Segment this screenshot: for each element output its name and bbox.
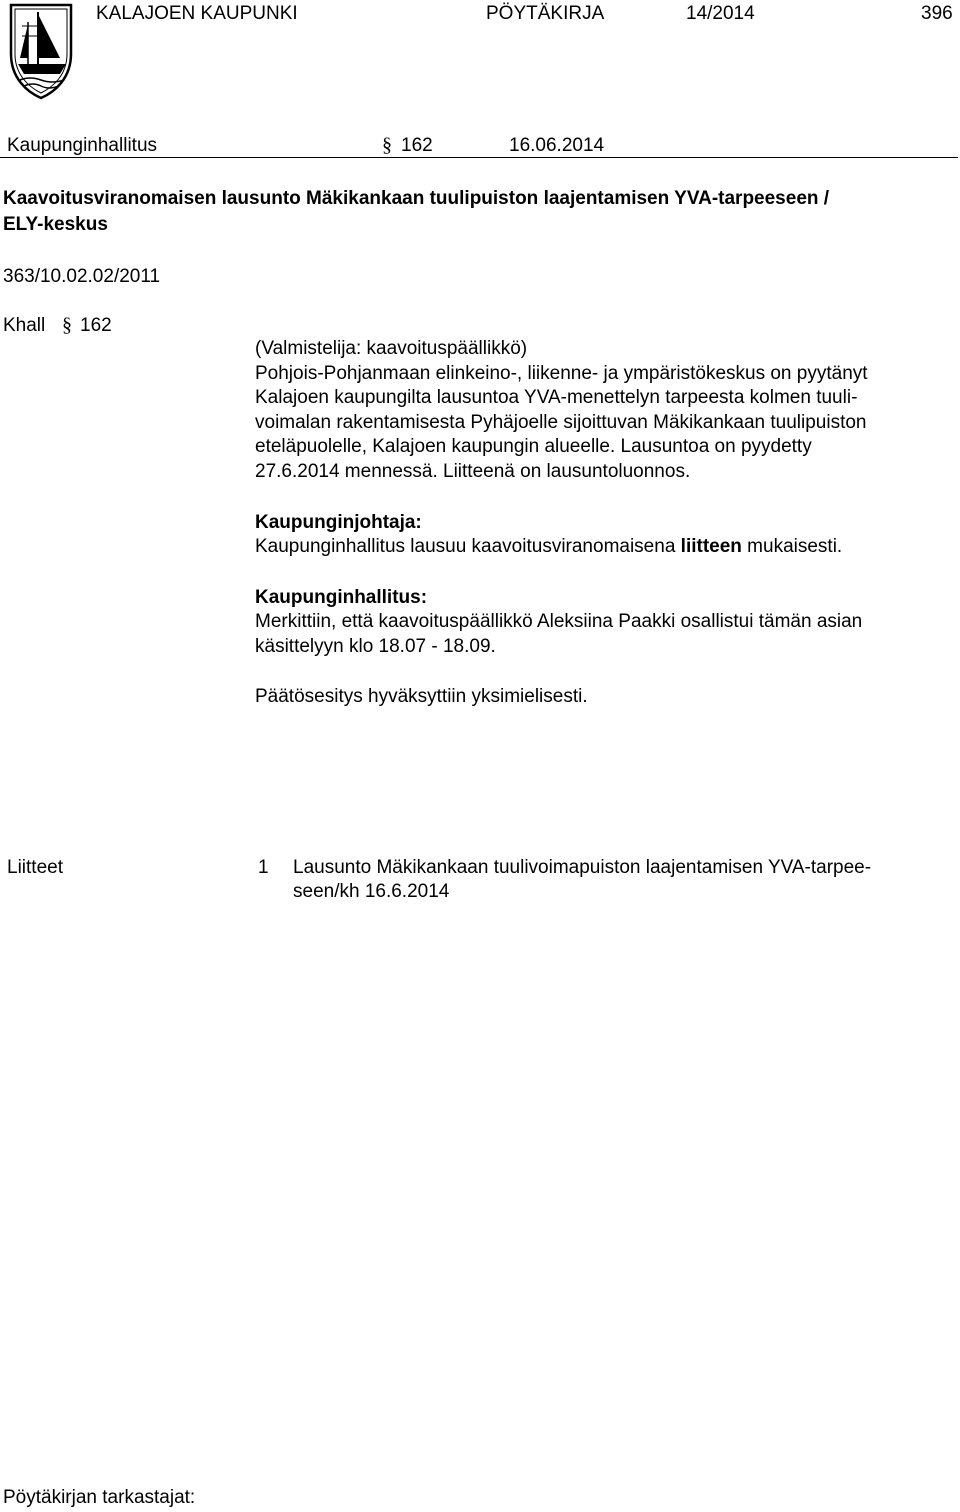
- preparation-line: eteläpuolelle, Kalajoen kaupungin alueelle. Lausuntoa on pyydetty: [255, 436, 812, 457]
- proposal-text-after: mukaisesti.: [741, 536, 843, 557]
- khall-label: Khall: [3, 315, 46, 336]
- section-sign-icon: §: [382, 134, 392, 156]
- khall-number: 162: [80, 315, 112, 336]
- proposal-text-before: Kaupunginhallitus lausuu kaavoitusviranomaisena: [255, 536, 681, 557]
- coat-of-arms-ship-icon: [8, 2, 74, 100]
- preparation-paragraph: [255, 337, 955, 484]
- decision-heading: Kaupunginhallitus:: [255, 587, 428, 608]
- preparation-line: Pohjois-Pohjanmaan elinkeino-, liikenne- ja ympäristökeskus on pyytänyt: [255, 362, 868, 384]
- attachment-number: 1: [258, 857, 269, 878]
- proposal-text: [255, 535, 842, 559]
- decision-line1: Merkittiin, että kaavoituspäällikkö Aleksiina Paakki osallistui tämän asian: [255, 611, 863, 632]
- page-number: 396: [921, 3, 953, 24]
- attachment-line1: Lausunto Mäkikankaan tuulivoimapuiston laajentamisen YVA-tarpee-: [293, 857, 872, 878]
- preparation-line: voimalan rakentamisesta Pyhäjoelle sijoittuvan Mäkikankaan tuulipuiston: [255, 411, 867, 433]
- preparation-line: Kalajoen kaupungilta lausuntoa YVA-menettelyn tarpeesta kolmen tuuli-: [255, 387, 858, 408]
- preparation-line: 27.6.2014 mennessä. Liitteenä on lausuntoluonnos.: [255, 460, 691, 482]
- proposal-heading: Kaupunginjohtaja:: [255, 512, 422, 533]
- diary-number: 363/10.02.02/2011: [3, 266, 161, 287]
- section-number: 162: [401, 135, 433, 156]
- header-divider: [0, 157, 958, 158]
- proposal-text-bold: liitteen: [680, 536, 742, 557]
- organization-name: KALAJOEN KAUPUNKI: [96, 3, 298, 24]
- attachment-line2: seen/kh 16.6.2014: [293, 881, 450, 902]
- document-type: PÖYTÄKIRJA: [486, 3, 605, 24]
- item-title-line1: Kaavoitusviranomaisen lausunto Mäkikankaan tuulipuiston laajentamisen YVA-tarpeeseen /: [3, 188, 830, 209]
- decision-result: Päätösesitys hyväksyttiin yksimielisesti.: [255, 686, 588, 707]
- attachments-label: Liitteet: [7, 857, 63, 878]
- minutes-checkers-label: Pöytäkirjan tarkastajat:: [3, 1487, 196, 1508]
- document-number: 14/2014: [686, 3, 755, 24]
- preparation-line: (Valmistelija: kaavoituspäällikkö): [255, 338, 528, 359]
- meeting-body: Kaupunginhallitus: [7, 135, 158, 156]
- section-sign-icon: §: [62, 314, 72, 336]
- item-title-line2: ELY-keskus: [3, 214, 108, 235]
- meeting-date: 16.06.2014: [509, 135, 605, 156]
- decision-line2: käsittelyyn klo 18.07 - 18.09.: [255, 636, 496, 657]
